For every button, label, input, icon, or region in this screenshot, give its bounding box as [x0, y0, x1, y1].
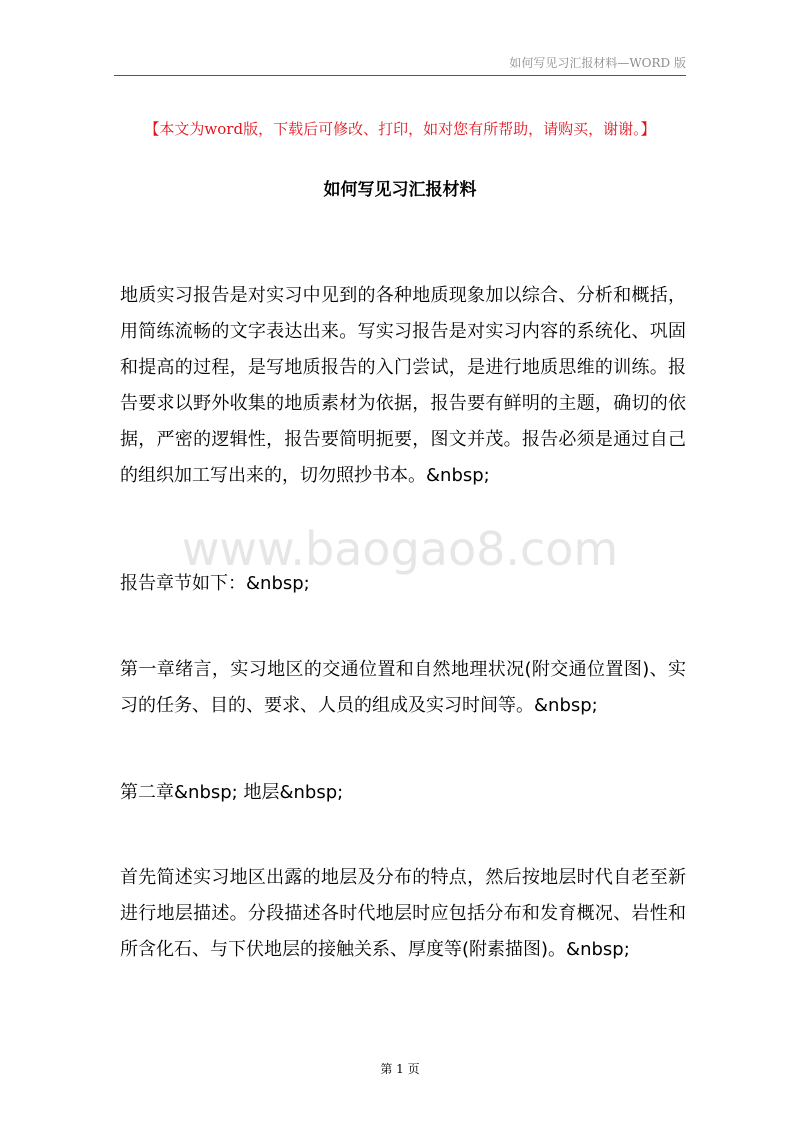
- paragraph-intro: 地质实习报告是对实习中见到的各种地质现象加以综合、分析和概括，用简练流畅的文字表达出来。写实习报告是对实习内容的系统化、巩固和提高的过程，是写地质报告的入门尝试，是进行地质思维的训练。报告要求以野外收集的地质素材为依据，报告要有鲜明的主题，确切的依据，严密的逻辑性，报告要简明扼要，图文并茂。报告必须是通过自己的组织加工写出来的，切勿照抄书本。&nbsp;: [120, 285, 686, 486]
- document-title: 如何写见习汇报材料: [323, 180, 477, 200]
- watermark: www.baogao8.com: [181, 522, 619, 576]
- paragraph-chapter-two-body: 首先简述实习地区出露的地层及分布的特点，然后按地层时代自老至新进行地层描述。分段描述各时代地层时应包括分布和发育概况、岩性和所含化石、与下伏地层的接触关系、厚度等(附素描图)。&nbsp;: [120, 867, 686, 960]
- running-header: 如何写见习汇报材料—WORD 版: [509, 56, 686, 70]
- page-number: 第 1 页: [380, 1062, 420, 1076]
- paragraph-chapter-two-heading: 第二章&nbsp; 地层&nbsp;: [120, 782, 344, 803]
- paragraph-chapters-heading: 报告章节如下：&nbsp;: [120, 573, 310, 594]
- paragraph-chapter-one: 第一章绪言，实习地区的交通位置和自然地理状况(附交通位置图)、实习的任务、目的、要求、人员的组成及实习时间等。&nbsp;: [120, 659, 686, 716]
- notice-banner: 【本文为word版，下载后可修改、打印，如对您有所帮助，请购买，谢谢。】: [144, 120, 656, 138]
- header-divider: [114, 75, 686, 76]
